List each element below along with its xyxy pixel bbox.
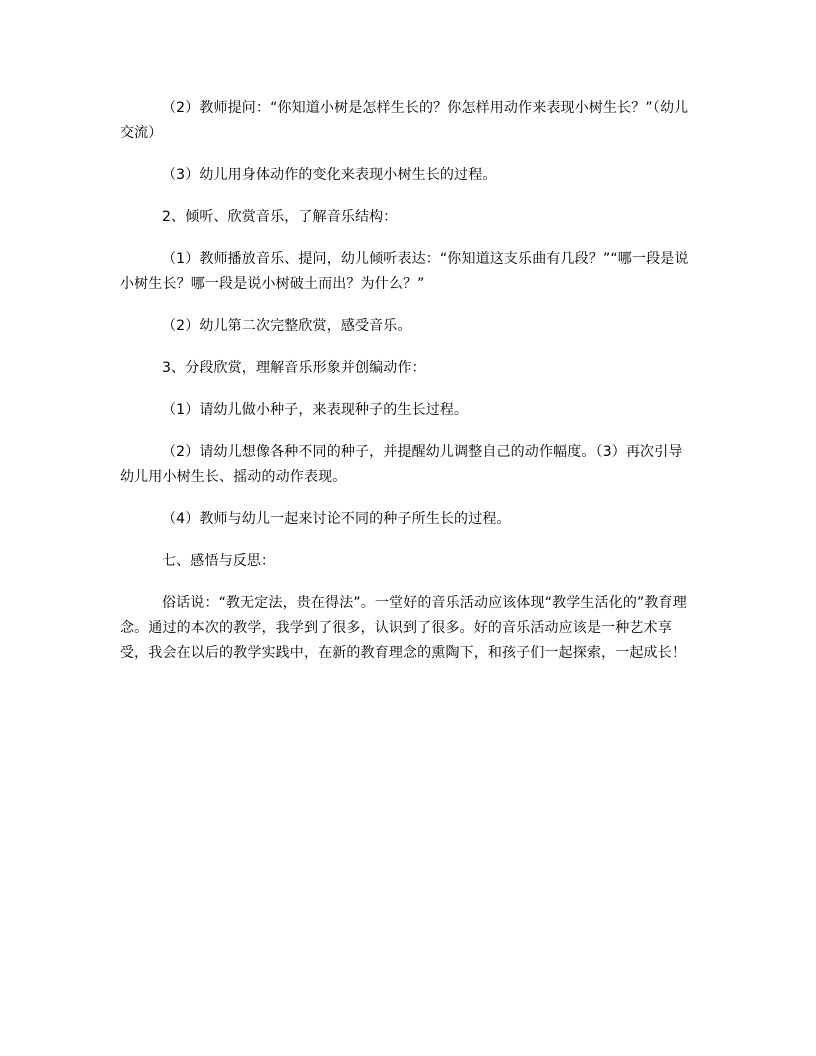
paragraph-imagine-seeds: （2）请幼儿想像各种不同的种子，并提醒幼儿调整自己的动作幅度。（3）再次引导幼儿用小树生长、摇动的动作表现。: [120, 444, 683, 485]
section-heading-listen: 2、倾听、欣赏音乐，了解音乐结构：: [162, 209, 398, 225]
paragraph-seed: （1）请幼儿做小种子，来表现种子的生长过程。: [162, 402, 469, 418]
paragraph-body-movement: （3）幼儿用身体动作的变化来表现小树生长的过程。: [162, 167, 497, 183]
paragraph-reflection: 俗话说：“教无定法，贵在得法”。一堂好的音乐活动应该体现“教学生活化的”教育理念。通过的本次的教学，我学到了很多，认识到了很多。好的音乐活动应该是一种艺术享受，我会在以后的教学实践中，在新的教育理念的熏陶下，和孩子们一起探索，一起成长！: [120, 595, 687, 661]
paragraph-second-listen: （2）幼儿第二次完整欣赏，感受音乐。: [162, 318, 412, 334]
paragraph-discussion: （4）教师与幼儿一起来讨论不同的种子所生长的过程。: [162, 511, 511, 527]
paragraph-play-music: （1）教师播放音乐、提问，幼儿倾听表达：“你知道这支乐曲有几段？”“哪一段是说小树生长？哪一段是说小树破土而出？为什么？”: [120, 251, 689, 292]
document-body: [120, 96, 696, 683]
section-heading-segment: 3、分段欣赏，理解音乐形象并创编动作：: [162, 360, 426, 376]
section-heading-reflection: 七、感悟与反思：: [162, 553, 276, 569]
paragraph-teacher-question: （2）教师提问：“你知道小树是怎样生长的？你怎样用动作来表现小树生长？”（幼儿交流）: [120, 100, 689, 141]
